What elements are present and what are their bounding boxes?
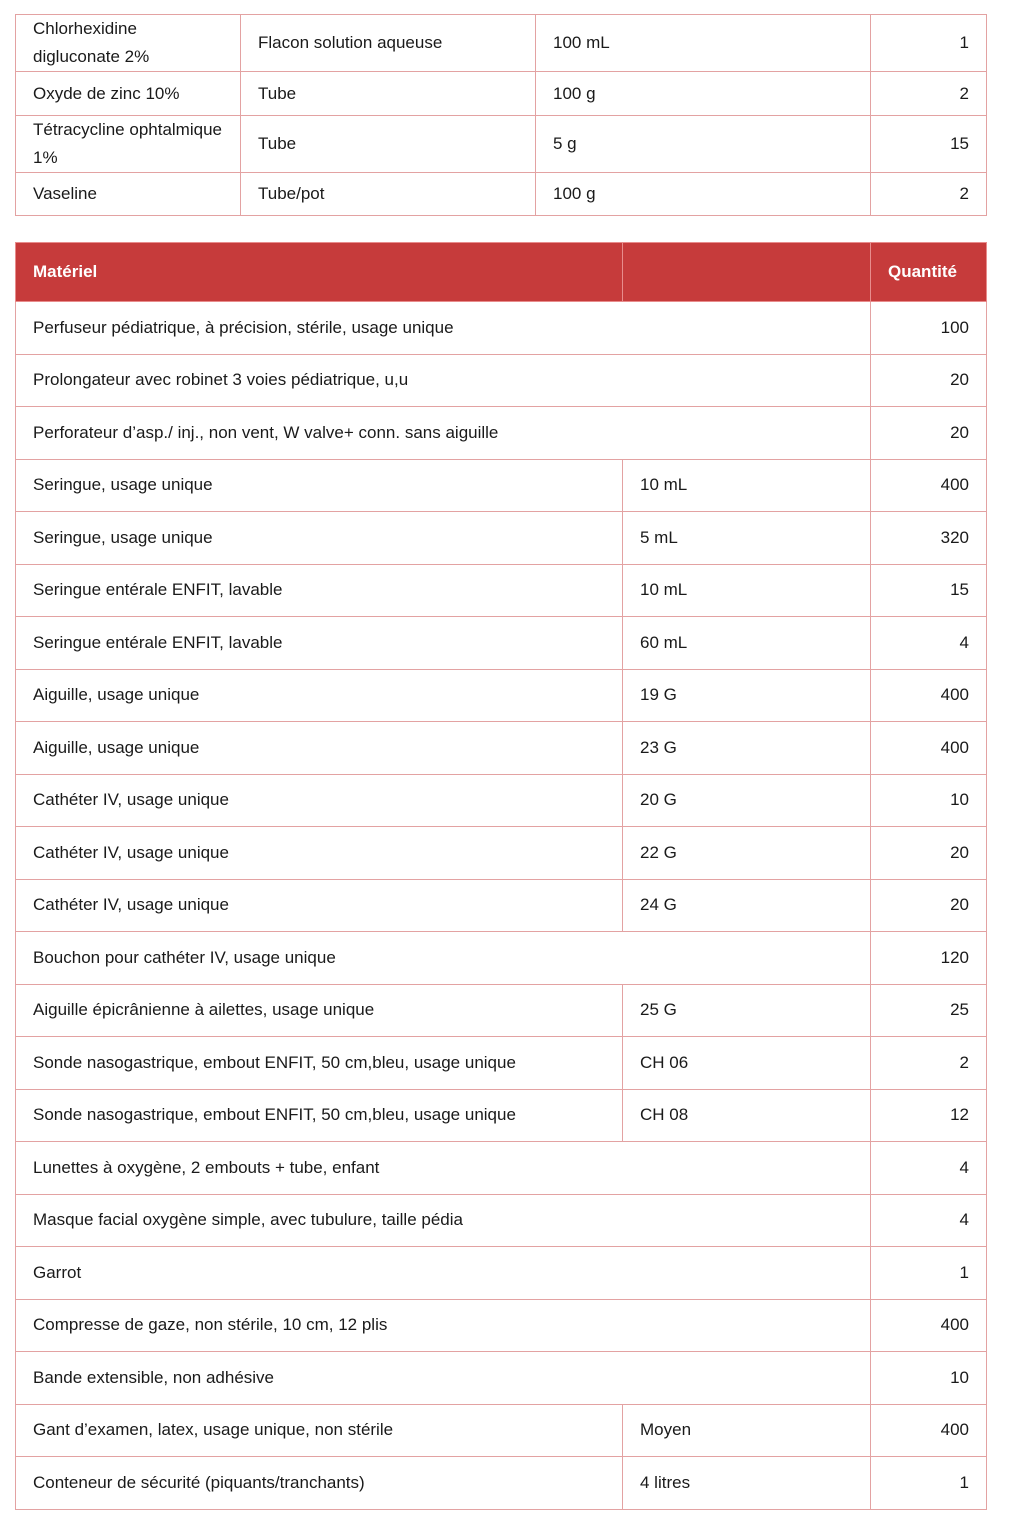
item-name: Sonde nasogastrique, embout ENFIT, 50 cm,bleu, usage unique bbox=[16, 1089, 623, 1142]
item-size: 100 mL bbox=[536, 15, 871, 72]
table-row bbox=[16, 1457, 987, 1510]
item-quantity: 400 bbox=[871, 669, 987, 722]
item-name: Compresse de gaze, non stérile, 10 cm, 12 plis bbox=[16, 1299, 871, 1352]
item-spec: CH 08 bbox=[623, 1089, 871, 1142]
table-row bbox=[16, 459, 987, 512]
item-name: Aiguille, usage unique bbox=[16, 722, 623, 775]
item-name: Lunettes à oxygène, 2 embouts + tube, enfant bbox=[16, 1142, 871, 1195]
item-name: Prolongateur avec robinet 3 voies pédiatrique, u,u bbox=[16, 354, 871, 407]
item-quantity: 20 bbox=[871, 879, 987, 932]
item-name: Seringue, usage unique bbox=[16, 512, 623, 565]
item-name: Seringue, usage unique bbox=[16, 459, 623, 512]
table-row bbox=[16, 1037, 987, 1090]
item-spec: 5 mL bbox=[623, 512, 871, 565]
item-name: Oxyde de zinc 10% bbox=[16, 72, 241, 116]
item-quantity: 15 bbox=[871, 564, 987, 617]
item-quantity: 15 bbox=[871, 116, 987, 173]
item-name: Gant d’examen, latex, usage unique, non stérile bbox=[16, 1404, 623, 1457]
item-quantity: 12 bbox=[871, 1089, 987, 1142]
item-name: Aiguille épicrânienne à ailettes, usage unique bbox=[16, 984, 623, 1037]
item-name: Chlorhexidine digluconate 2% bbox=[16, 15, 241, 72]
item-name: Aiguille, usage unique bbox=[16, 669, 623, 722]
item-quantity: 400 bbox=[871, 1404, 987, 1457]
item-name: Conteneur de sécurité (piquants/tranchants) bbox=[16, 1457, 623, 1510]
item-name: Vaseline bbox=[16, 173, 241, 216]
item-spec: 19 G bbox=[623, 669, 871, 722]
item-quantity: 400 bbox=[871, 459, 987, 512]
table-row bbox=[16, 984, 987, 1037]
item-form: Tube bbox=[241, 116, 536, 173]
item-quantity: 1 bbox=[871, 1247, 987, 1300]
table-row bbox=[16, 116, 987, 173]
table-row bbox=[16, 617, 987, 670]
item-spec: 10 mL bbox=[623, 564, 871, 617]
item-quantity: 2 bbox=[871, 72, 987, 116]
table-row bbox=[16, 302, 987, 355]
item-quantity: 10 bbox=[871, 1352, 987, 1405]
table-row bbox=[16, 879, 987, 932]
table-row bbox=[16, 512, 987, 565]
item-name: Sonde nasogastrique, embout ENFIT, 50 cm,bleu, usage unique bbox=[16, 1037, 623, 1090]
item-quantity: 10 bbox=[871, 774, 987, 827]
item-quantity: 4 bbox=[871, 1194, 987, 1247]
table-row bbox=[16, 1352, 987, 1405]
item-form: Tube/pot bbox=[241, 173, 536, 216]
item-spec: 20 G bbox=[623, 774, 871, 827]
table-row bbox=[16, 932, 987, 985]
table-row bbox=[16, 1142, 987, 1195]
item-name: Cathéter IV, usage unique bbox=[16, 827, 623, 880]
item-spec: 22 G bbox=[623, 827, 871, 880]
item-quantity: 4 bbox=[871, 1142, 987, 1195]
item-spec: 4 litres bbox=[623, 1457, 871, 1510]
table-row bbox=[16, 564, 987, 617]
item-quantity: 20 bbox=[871, 354, 987, 407]
table-row bbox=[16, 774, 987, 827]
table-row bbox=[16, 354, 987, 407]
item-name: Perfuseur pédiatrique, à précision, stérile, usage unique bbox=[16, 302, 871, 355]
item-name: Perforateur d’asp./ inj., non vent, W valve+ conn. sans aiguille bbox=[16, 407, 871, 460]
table-row bbox=[16, 1247, 987, 1300]
item-name: Cathéter IV, usage unique bbox=[16, 774, 623, 827]
item-spec: 10 mL bbox=[623, 459, 871, 512]
table-row bbox=[16, 1194, 987, 1247]
item-quantity: 400 bbox=[871, 1299, 987, 1352]
item-name: Bande extensible, non adhésive bbox=[16, 1352, 871, 1405]
table-row bbox=[16, 1299, 987, 1352]
item-quantity: 2 bbox=[871, 173, 987, 216]
item-spec: Moyen bbox=[623, 1404, 871, 1457]
item-form: Flacon solution aqueuse bbox=[241, 15, 536, 72]
table-row bbox=[16, 72, 987, 116]
item-quantity: 2 bbox=[871, 1037, 987, 1090]
item-quantity: 1 bbox=[871, 15, 987, 72]
item-spec: 60 mL bbox=[623, 617, 871, 670]
item-quantity: 320 bbox=[871, 512, 987, 565]
item-name: Masque facial oxygène simple, avec tubulure, taille pédia bbox=[16, 1194, 871, 1247]
medicament-table bbox=[15, 14, 987, 216]
table-row bbox=[16, 669, 987, 722]
item-name: Seringue entérale ENFIT, lavable bbox=[16, 617, 623, 670]
item-quantity: 4 bbox=[871, 617, 987, 670]
header-quantite: Quantité bbox=[871, 243, 987, 302]
materiel-table bbox=[15, 242, 987, 1510]
item-size: 100 g bbox=[536, 173, 871, 216]
item-quantity: 400 bbox=[871, 722, 987, 775]
table-row bbox=[16, 722, 987, 775]
item-name: Cathéter IV, usage unique bbox=[16, 879, 623, 932]
item-spec: 25 G bbox=[623, 984, 871, 1037]
item-name: Bouchon pour cathéter IV, usage unique bbox=[16, 932, 871, 985]
item-quantity: 20 bbox=[871, 827, 987, 880]
item-spec: CH 06 bbox=[623, 1037, 871, 1090]
item-spec: 23 G bbox=[623, 722, 871, 775]
item-size: 5 g bbox=[536, 116, 871, 173]
item-quantity: 20 bbox=[871, 407, 987, 460]
item-quantity: 25 bbox=[871, 984, 987, 1037]
item-name: Garrot bbox=[16, 1247, 871, 1300]
table-row bbox=[16, 407, 987, 460]
item-quantity: 1 bbox=[871, 1457, 987, 1510]
header-spec bbox=[623, 243, 871, 302]
item-name: Seringue entérale ENFIT, lavable bbox=[16, 564, 623, 617]
item-form: Tube bbox=[241, 72, 536, 116]
item-quantity: 100 bbox=[871, 302, 987, 355]
item-quantity: 120 bbox=[871, 932, 987, 985]
table-header-row bbox=[16, 243, 987, 302]
table-row bbox=[16, 1404, 987, 1457]
table-row bbox=[16, 827, 987, 880]
item-name: Tétracycline ophtalmique 1% bbox=[16, 116, 241, 173]
table-row bbox=[16, 173, 987, 216]
table-row bbox=[16, 15, 987, 72]
header-materiel: Matériel bbox=[16, 243, 623, 302]
item-spec: 24 G bbox=[623, 879, 871, 932]
item-size: 100 g bbox=[536, 72, 871, 116]
table-row bbox=[16, 1089, 987, 1142]
